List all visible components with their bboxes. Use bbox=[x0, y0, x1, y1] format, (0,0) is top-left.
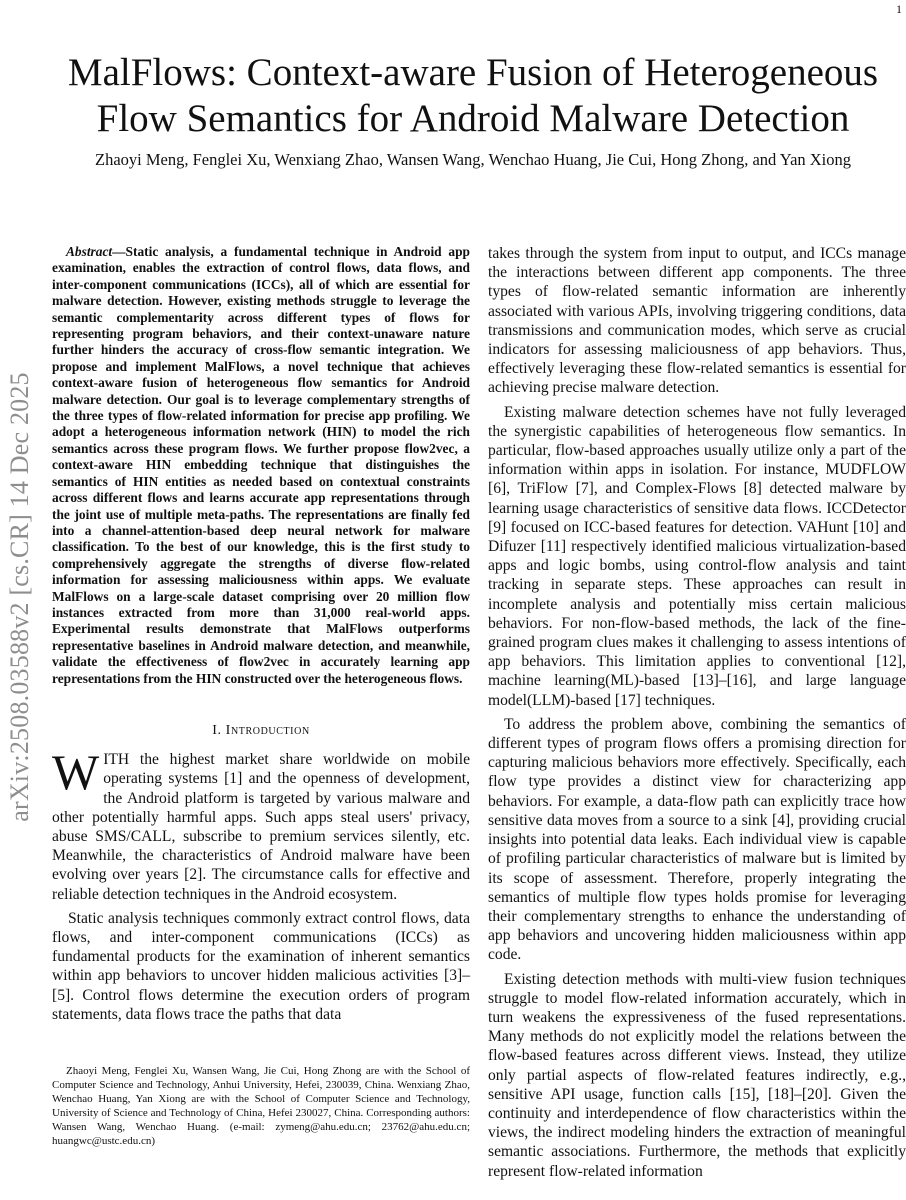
intro-paragraph-1: WITH the highest market share worldwide on mobile operating systems [1] and the openness of development, the Android platform is targeted by various malware and other potentially harmful apps. Such apps steal users' privacy, abuse SMS/CALL, subscribe to premium services silently, etc. Meanwhile, the characteristics of Android malware have been evolving over years [2]. The circumstance calls for effective and reliable detection techniques in the Android ecosystem. bbox=[52, 744, 470, 903]
left-column bbox=[52, 244, 470, 1024]
right-column bbox=[488, 244, 906, 1186]
abstract bbox=[52, 244, 470, 687]
arxiv-identifier: arXiv:2508.03588v2 [cs.CR] 14 Dec 2025 bbox=[5, 372, 34, 822]
paper-title: MalFlows: Context-aware Fusion of Heterogeneous Flow Semantics for Android Malware Detection bbox=[67, 51, 879, 140]
dropcap-letter: W bbox=[52, 744, 100, 801]
body-paragraph: Existing detection methods with multi-view fusion techniques struggle to model flow-related information accurately, which in turn weakens the expressiveness of the fused representations. Many methods do not explicitly model the relations between the flow-based features across different views. Instead, they utilize only partial aspects of flow-related features indirectly, e.g., sensitive API usage, function calls [15], [18]–[20]. Given the continuity and interdependence of flow characteristics within the views, the indirect modeling hinders the extraction of meaningful semantic associations. Furthermore, the methods that explicitly represent flow-related information bbox=[488, 970, 906, 1180]
body-paragraph: To address the problem above, combining the semantics of different types of program flows offers a promising direction for capturing malicious behaviors more effectively. Specifically, each flow type provides a distinct view for characterizing app behaviors. For example, a data-flow path can explicitly trace how sensitive data moves from a source to a sink [4], providing crucial insights into potential data leaks. Each individual view is capable of profiling particular characteristics of malware but is limited by its scope of assessment. Therefore, properly integrating the semantics of multiple flow types holds promise for leveraging their complementary strengths to enhance the understanding of app behaviors and uncovering hidden maliciousness within app code. bbox=[488, 715, 906, 964]
body-paragraph: Existing malware detection schemes have not fully leveraged the synergistic capabilities of heterogeneous flow semantics. In particular, flow-based approaches usually utilize only a part of the information within apps in isolation. For instance, MUDFLOW [6], TriFlow [7], and Complex-Flows [8] detected malware by learning usage characteristics of sensitive data flows. ICCDetector [9] focused on ICC-based features for detection. VAHunt [10] and Difuzer [11] respectively identified malicious virtualization-based apps and logic bombs, using control-flow analysis and taint tracking in separate steps. These approaches can result in incomplete analysis and potentially miss certain malicious behaviors. For non-flow-based methods, the lack of the fine-grained program clues makes it challenging to assess intentions of app behaviors. This limitation applies to conventional [12], machine learning(ML)-based [13]–[16], and large language model(LLM)-based [17] techniques. bbox=[488, 403, 906, 709]
body-paragraph: takes through the system from input to output, and ICCs manage the interactions between different app components. The three types of flow-related semantic information are inherently associated with various APIs, involving triggering conditions, data transmissions and communication modes, which serve as crucial indicators for assessing maliciousness of app behaviors. Thus, effectively leveraging these flow-related semantics is essential for achieving precise malware detection. bbox=[488, 245, 906, 397]
intro-paragraph-2: Static analysis techniques commonly extract control flows, data flows, and inter-component communications (ICCs) as fundamental products for the examination of inherent semantics within app behaviors to uncover hidden malicious activities [3]–[5]. Control flows determine the execution orders of program statements, data flows trace the paths that data bbox=[52, 909, 470, 1023]
author-list: Zhaoyi Meng, Fenglei Xu, Wenxiang Zhao, Wansen Wang, Wenchao Huang, Jie Cui, Hong Zhong, and Yan Xiong bbox=[94, 150, 852, 169]
author-affiliation-footnote: Zhaoyi Meng, Fenglei Xu, Wansen Wang, Jie Cui, Hong Zhong are with the School of Computer Science and Technology, Anhui University, Hefei, 230039, China. Wenxiang Zhao, Wenchao Huang, Yan Xiong are with the School of Computer Science and Technology, University of Science and Technology of China, Hefei 230027, China. Corresponding authors: Wansen Wang, Wenchao Huang. (e-mail: zymeng@ahu.edu.cn; 23762@ahu.edu.cn; huangwc@ustc.edu.cn) bbox=[52, 1065, 470, 1147]
abstract-label: Abstract bbox=[66, 244, 113, 259]
section-heading-introduction: I. Introduction bbox=[212, 722, 310, 738]
abstract-text: —Static analysis, a fundamental technique in Android app examination, enables the extraction of control flows, data flows, and inter-component communications (ICCs), all of which are essential for malware detection. However, existing methods struggle to leverage the semantic complementarity across different types of flows for representing program behaviors, and their context-unaware nature further hinders the accuracy of cross-flow semantic integration. We propose and implement MalFlows, a novel technique that achieves context-aware fusion of heterogeneous flow semantics for Android malware detection. Our goal is to leverage complementary strengths of the three types of flow-related information for precise app profiling. We adopt a heterogeneous information network (HIN) to model the rich semantics across these program flows. We further propose flow2vec, a context-aware HIN embedding technique that distinguishes the semantics of HIN entities as needed based on contextual constraints across different flows and learns accurate app representations through the joint use of multiple meta-paths. The representations are finally fed into a channel-attention-based deep neural network for malware classification. To the best of our knowledge, this is the first study to comprehensively aggregate the strengths of diverse flow-related information for assessing maliciousness within apps. We evaluate MalFlows on a large-scale dataset comprising over 20 million flow instances extracted from more than 31,000 real-world apps. Experimental results demonstrate that MalFlows outperforms representative baselines in Android malware detection, and meanwhile, validate the effectiveness of flow2vec in accurately learning app representations from the HIN constructed over the heterogeneous flows. bbox=[52, 244, 470, 686]
page-number: 1 bbox=[896, 2, 902, 16]
